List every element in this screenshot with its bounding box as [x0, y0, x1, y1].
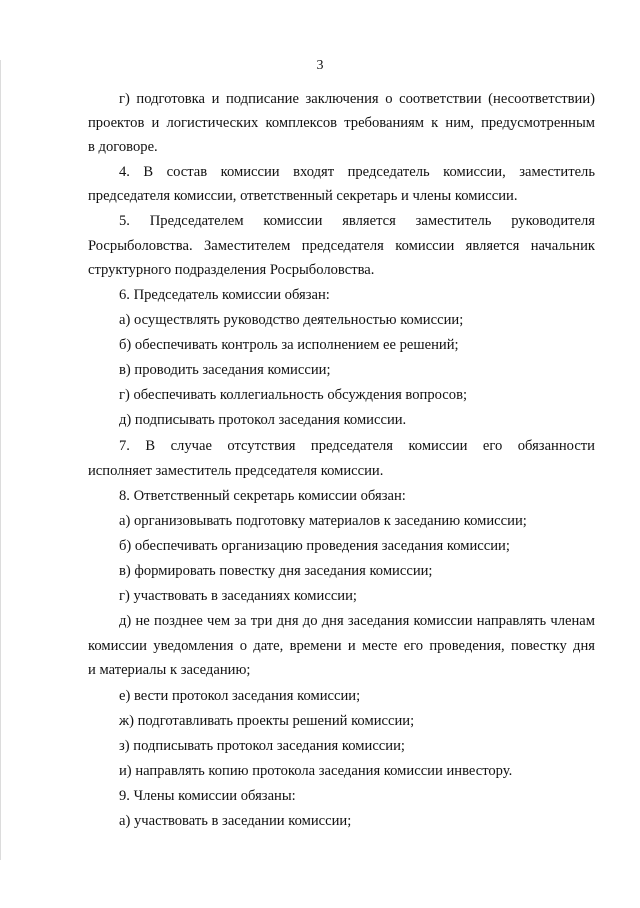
line-text: а) организовывать подготовку материалов к заседанию комиссии; — [119, 513, 527, 529]
line-text: председателя комиссии, ответственный секретарь и члены комиссии. — [88, 188, 518, 204]
line-text: д) не позднее чем за три дня до дня заседания комиссии направлять членам — [119, 613, 595, 629]
line-text: г) подготовка и подписание заключения о соответствии (несоответствии) — [119, 91, 595, 107]
line-text: ж) подготавливать проекты решений комиссии; — [119, 713, 415, 729]
line-text: исполняет заместитель председателя комиссии. — [88, 463, 384, 479]
line-text: структурного подразделения Росрыболовства. — [88, 262, 375, 278]
line-text: и материалы к заседанию; — [88, 662, 251, 678]
line-text: 4. В состав комиссии входят председатель комиссии, заместитель — [119, 164, 595, 180]
line-text: г) обеспечивать коллегиальность обсуждения вопросов; — [119, 387, 468, 403]
line-text: 8. Ответственный секретарь комиссии обязан: — [119, 488, 406, 504]
line-text: комиссии уведомления о дате, времени и месте его проведения, повестку дня — [88, 638, 595, 654]
line-text: проектов и логистических комплексов требованиям к ним, предусмотренным — [88, 115, 595, 131]
line-text: з) подписывать протокол заседания комиссии; — [119, 738, 405, 754]
line-text: б) обеспечивать контроль за исполнением ее решений; — [119, 337, 459, 353]
line-text: в) проводить заседания комиссии; — [119, 362, 331, 378]
line-text: 7. В случае отсутствия председателя комиссии его обязанности — [119, 438, 595, 454]
line-text: 5. Председателем комиссии является заместитель руководителя — [119, 213, 595, 229]
line-text: а) участвовать в заседании комиссии; — [119, 813, 352, 829]
line-text: в) формировать повестку дня заседания комиссии; — [119, 563, 433, 579]
line-text: д) подписывать протокол заседания комиссии. — [119, 412, 407, 428]
line-text: и) направлять копию протокола заседания комиссии инвестору. — [119, 763, 513, 779]
line-text: б) обеспечивать организацию проведения заседания комиссии; — [119, 538, 510, 554]
page-number: 3 — [316, 58, 324, 73]
line-text: е) вести протокол заседания комиссии; — [119, 688, 361, 704]
line-text: 9. Члены комиссии обязаны: — [119, 788, 296, 804]
line-text: г) участвовать в заседаниях комиссии; — [119, 588, 357, 604]
line-text: в договоре. — [88, 139, 158, 155]
scan-edge — [0, 60, 1, 860]
line-text: а) осуществлять руководство деятельностью комиссии; — [119, 312, 464, 328]
line-text: 6. Председатель комиссии обязан: — [119, 287, 330, 303]
line-text: Росрыболовства. Заместителем председателя комиссии является начальник — [88, 238, 595, 254]
